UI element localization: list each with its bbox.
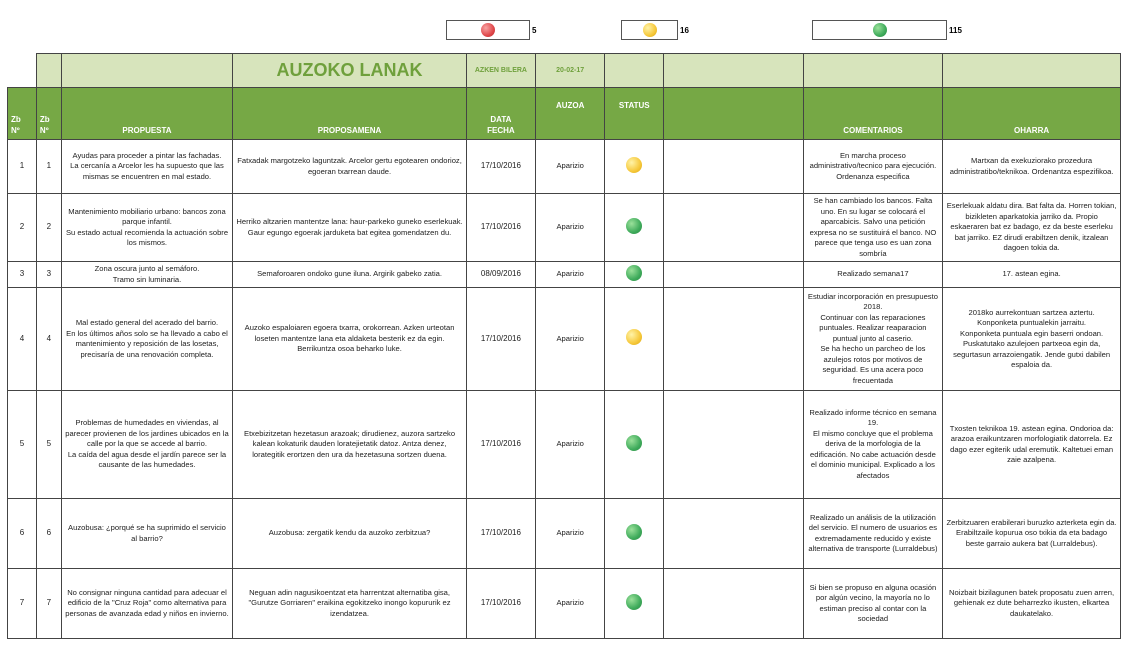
fecha-label: FECHA [487, 126, 515, 135]
n-label: Nº [11, 126, 20, 135]
row-status [605, 288, 664, 391]
blank-cell [36, 54, 61, 88]
row-auzoa: Aparizio [536, 194, 605, 262]
table-row [8, 140, 1121, 194]
col-header-propuesta: PROPUESTA [61, 88, 233, 140]
red-count-box [446, 20, 530, 40]
green-count: 115 [949, 26, 962, 35]
row-blank [664, 140, 804, 194]
blank-cell [664, 54, 804, 88]
row-zb-number-1: 4 [8, 288, 37, 391]
col-header-proposamena: PROPOSAMENA [233, 88, 467, 140]
meeting-date: 20-02-17 [536, 54, 605, 88]
zb-label: Zb [39, 115, 50, 124]
row-zb-number-2: 5 [36, 391, 61, 499]
green-status-icon [873, 23, 887, 37]
green-status-icon [626, 524, 642, 540]
table-row [8, 194, 1121, 262]
yellow-status-icon [643, 23, 657, 37]
row-fecha: 17/10/2016 [466, 140, 535, 194]
n-label: Nº [39, 126, 49, 135]
col-header-auzoa: AUZOA [536, 88, 605, 140]
row-zb-number-2: 4 [36, 288, 61, 391]
row-blank [664, 288, 804, 391]
red-count: 5 [532, 26, 537, 35]
row-oharra: 17. astean egina. [943, 262, 1121, 288]
row-propuesta: Ayudas para proceder a pintar las fachadas. La cercanía a Arcelor les ha supuesto que las mismas se encuentren en mal estado. [61, 140, 233, 194]
row-proposamena: Fatxadak margotzeko laguntzak. Arcelor gertu egotearen ondorioz, egoeran txarrean daude. [233, 140, 467, 194]
row-oharra: Zerbitzuaren erabilerari buruzko azterketa egin da. Erabiltzaile kopurua oso txikia da eta badago beste garraio aukera bat (Lurraldebus). [943, 499, 1121, 569]
row-propuesta: Mal estado general del acerado del barrio. En los últimos años solo se ha llevado a cabo el mantenimiento y reposición de las losetas, precisaría de una renovación completa. [61, 288, 233, 391]
row-zb-number-1: 1 [8, 140, 37, 194]
row-proposamena: Auzobusa: zergatik kendu da auzoko zerbitzua? [233, 499, 467, 569]
table-row [8, 569, 1121, 639]
green-status-icon [626, 265, 642, 281]
red-status-icon [481, 23, 495, 37]
row-auzoa: Aparizio [536, 569, 605, 639]
row-comentarios: Realizado un análisis de la utilización del servicio. El numero de usuarios es extremadamente reducido y existe alternativa de transporte (Lurraldebus) [803, 499, 943, 569]
row-propuesta: Problemas de humedades en viviendas, al parecer provienen de los jardines ubicados en la calle por la que se accede al barrio. La caída del agua desde el jardín parece ser la causante de las humedades. [61, 391, 233, 499]
green-status-icon [626, 594, 642, 610]
row-proposamena: Herriko altzarien mantentze lana: haur-parkeko guneko eserlekuak. Gaur egungo egoerak jarduketa bat egitea gomendatzen du. [233, 194, 467, 262]
row-zb-number-2: 2 [36, 194, 61, 262]
row-fecha: 17/10/2016 [466, 569, 535, 639]
row-proposamena: Etxebizitzetan hezetasun arazoak; dirudienez, auzora sartzeko kalean kokaturik dauden loratejietatik datoz. Antza denez, lorategitik erortzen den ura da hezetasuna sortzen duena. [233, 391, 467, 499]
row-oharra: Martxan da exekuziorako prozedura administratibo/teknikoa. Ordenantza espezifikoa. [943, 140, 1121, 194]
table-row [8, 499, 1121, 569]
green-status-icon [626, 218, 642, 234]
row-comentarios: Realizado semana17 [803, 262, 943, 288]
blank-cell [943, 54, 1121, 88]
yellow-status-icon [626, 329, 642, 345]
row-oharra: Eserlekuak aldatu dira. Bat falta da. Horren tokian, bizikleten aparkatokia jarriko da. Propio eskaeraren bat ez badago, ez da beste eserleku bat jarriko. EZ dirudi erabiltzen denik, itzalean dagoen tokia da. [943, 194, 1121, 262]
row-proposamena: Neguan adin nagusikoentzat eta harrentzat alternatiba gisa, "Gurutze Gorriaren" eraikina egokitzeko inongo kopururik ez izendatzea. [233, 569, 467, 639]
row-comentarios: Estudiar incorporación en presupuesto 2018. Continuar con las reparaciones puntuales. Realizar reaparacion puntual junto al caserio. Se ha hecho un parcheo de los azulejos rotos por motivos de seguridad. Es una acera poco frecuentada [803, 288, 943, 391]
row-blank [664, 391, 804, 499]
page-title: AUZOKO LANAK [233, 54, 467, 88]
row-zb-number-1: 3 [8, 262, 37, 288]
row-propuesta: Zona oscura junto al semáforo. Tramo sin luminaria. [61, 262, 233, 288]
row-zb-number-1: 2 [8, 194, 37, 262]
row-comentarios: Se han cambiado los bancos. Falta uno. En su lugar se colocará el aparcabicis. Salvo una petición expresa no se sustituirá el banco. NO parece que tenga uso es uan zona sombría [803, 194, 943, 262]
blank-cell [803, 54, 943, 88]
title-row [8, 54, 1121, 88]
row-auzoa: Aparizio [536, 140, 605, 194]
row-proposamena: Semaforoaren ondoko gune iluna. Argirik gabeko zatia. [233, 262, 467, 288]
row-status [605, 262, 664, 288]
data-label: DATA [490, 115, 512, 124]
row-auzoa: Aparizio [536, 499, 605, 569]
row-blank [664, 569, 804, 639]
row-zb-number-2: 7 [36, 569, 61, 639]
yellow-status-icon [626, 157, 642, 173]
col-header-oharra: OHARRA [943, 88, 1121, 140]
row-comentarios: En marcha proceso administrativo/tecnico para ejecución. Ordenanza especifica [803, 140, 943, 194]
green-status-icon [626, 435, 642, 451]
zb-label: Zb [11, 115, 21, 124]
header-row [8, 88, 1121, 140]
row-auzoa: Aparizio [536, 288, 605, 391]
row-oharra: 2018ko aurrekontuan sartzea aztertu. Konponketa puntualekin jarraitu. Konponketa puntuala egin baserri ondoan. Puskatutako azulejoen partxeoa egin da, segurtasun arrazoiengatik. Jende gutxi dabilen espaloia da. [943, 288, 1121, 391]
row-fecha: 17/10/2016 [466, 288, 535, 391]
col-header-blank [664, 88, 804, 140]
meeting-label: AZKEN BILERA [466, 54, 535, 88]
row-blank [664, 499, 804, 569]
blank-cell [61, 54, 233, 88]
row-zb-number-2: 6 [36, 499, 61, 569]
row-comentarios: Realizado informe técnico en semana 19. El mismo concluye que el problema deriva de la morfologia de la edificación. No cabe actuación desde el dominio municipal. Explicado a los afectados [803, 391, 943, 499]
col-header-status: STATUS [605, 88, 664, 140]
row-propuesta: No consignar ninguna cantidad para adecuar el edificio de la "Cruz Roja" como alternativa para personas de avanzada edad y niños en invierno. [61, 569, 233, 639]
row-zb-number-1: 7 [8, 569, 37, 639]
works-table [7, 53, 1121, 639]
row-propuesta: Mantenimiento mobiliario urbano: bancos zona parque infantil. Su estado actual recomienda la actuación sobre los mismos. [61, 194, 233, 262]
row-oharra: Noizbait bizilagunen batek proposatu zuen arren, gehienak ez dute beharrezko ikusten, elkartea daukatelako. [943, 569, 1121, 639]
row-auzoa: Aparizio [536, 262, 605, 288]
col-header-fecha [466, 88, 535, 140]
blank-cell [8, 54, 37, 88]
col-header-zb2 [36, 88, 61, 140]
row-auzoa: Aparizio [536, 391, 605, 499]
blank-cell [605, 54, 664, 88]
col-header-comentarios: COMENTARIOS [803, 88, 943, 140]
row-status [605, 194, 664, 262]
row-zb-number-1: 5 [8, 391, 37, 499]
yellow-count-box [621, 20, 678, 40]
row-status [605, 569, 664, 639]
row-status [605, 391, 664, 499]
col-header-zb1 [8, 88, 37, 140]
row-fecha: 17/10/2016 [466, 391, 535, 499]
row-status [605, 499, 664, 569]
row-fecha: 08/09/2016 [466, 262, 535, 288]
table-row [8, 262, 1121, 288]
row-propuesta: Auzobusa: ¿porqué se ha suprimido el servicio al barrio? [61, 499, 233, 569]
row-zb-number-2: 3 [36, 262, 61, 288]
row-comentarios: Si bien se propuso en alguna ocasión por algún vecino, la mayoría no lo estiman preciso al contar con la sociedad [803, 569, 943, 639]
row-fecha: 17/10/2016 [466, 499, 535, 569]
row-blank [664, 194, 804, 262]
row-blank [664, 262, 804, 288]
row-oharra: Txosten teknikoa 19. astean egina. Ondorioa da: arazoa eraikuntzaren morfologiatik datorrela. Ez dago ezer egiterik udal eremutik. Kaltetuei eman zaie azalpena. [943, 391, 1121, 499]
status-summary-bar [0, 0, 1123, 50]
row-fecha: 17/10/2016 [466, 194, 535, 262]
green-count-box [812, 20, 947, 40]
row-zb-number-1: 6 [8, 499, 37, 569]
yellow-count: 16 [680, 26, 689, 35]
table-row [8, 288, 1121, 391]
table-row [8, 391, 1121, 499]
row-status [605, 140, 664, 194]
row-zb-number-2: 1 [36, 140, 61, 194]
row-proposamena: Auzoko espaloiaren egoera txarra, orokorrean. Azken urteotan loseten mantentze lana eta aldaketa besterik ez da egin. Berrikuntza osoa beharko luke. [233, 288, 467, 391]
